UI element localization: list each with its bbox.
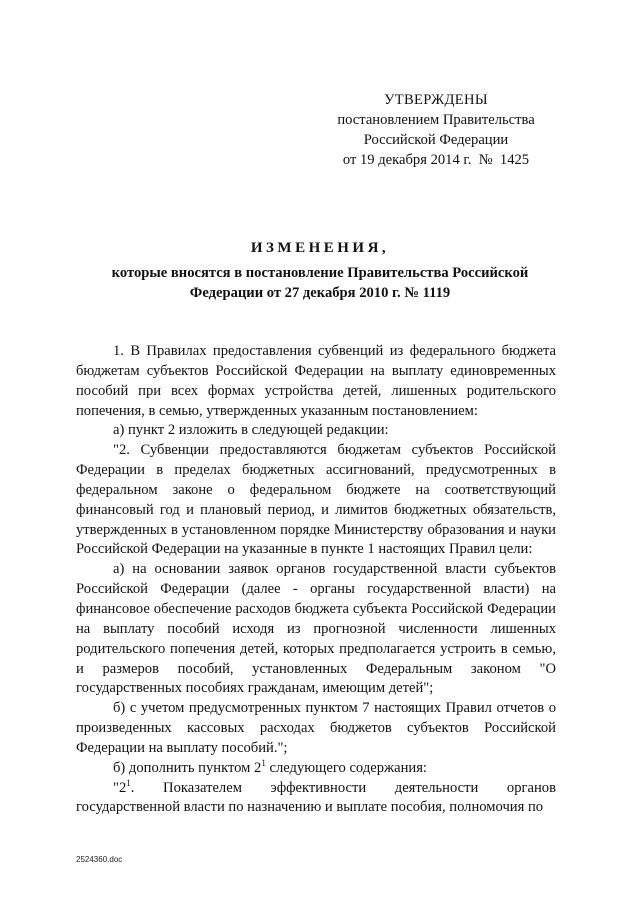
superscript: 1 xyxy=(126,777,131,788)
paragraph-1: 1. В Правилах предоставления субвенций из федерального бюджета бюджетам субъектов Российской Федерации на выплату единовременных пособий при всех формах устройства детей, лишенных родительского попечения, в семью, утвержденных указанным постановлением: xyxy=(76,343,556,419)
document-title: ИЗМЕНЕНИЯ, xyxy=(250,240,390,256)
superscript: 1 xyxy=(261,757,266,768)
approval-stamp xyxy=(318,90,554,170)
paragraph-2: а) пункт 2 изложить в следующей редакции: xyxy=(113,422,389,439)
subtitle-line-2: Федерации от 27 декабря 2010 г. № 1119 xyxy=(189,285,451,301)
paragraph-6 xyxy=(76,759,556,779)
approval-line-2: Российской Федерации xyxy=(363,132,509,148)
document-body xyxy=(76,342,556,818)
paragraph-7-text-end: . Показателем эффективности деятельности органов государственной власти по назначению и выплате пособия, полномочия по xyxy=(76,779,556,816)
paragraph-6-text-end: следующего содержания: xyxy=(265,759,427,776)
file-name-footer: 2524360.doc xyxy=(76,855,123,864)
paragraph-4: а) на основании заявок органов государственной власти субъектов Российской Федерации (далее - органы государственной власти) на финансовое обеспечение расходов бюджета субъекта Российской Федерации на выплату пособий исходя из прогнозной численности лишенных родительского попечения детей, которых предполагается устроить в семью, и размеров пособий, установленных Федеральным законом "О государственных пособиях гражданам, имеющим детей"; xyxy=(76,561,556,697)
document-subtitle xyxy=(60,263,580,303)
paragraph-7 xyxy=(76,779,556,819)
paragraph-6-text: б) дополнить пунктом 2 xyxy=(113,759,262,776)
paragraph-7-text: "2 xyxy=(113,779,127,796)
paragraph-5: б) с учетом предусмотренных пунктом 7 настоящих Правил отчетов о произведенных кассовых расходах бюджетов субъектов Российской Федерации на выплату пособий."; xyxy=(76,700,556,756)
approval-date-line: от 19 декабря 2014 г. № 1425 xyxy=(342,152,530,168)
approval-heading: УТВЕРЖДЕНЫ xyxy=(384,92,488,108)
paragraph-3: "2. Субвенции предоставляются бюджетам субъектов Российской Федерации в пределах бюджетных ассигнований, предусмотренных в федеральном законе о федеральном бюджете на соответствующий финансовый год и плановый период, и лимитов бюджетных обязательств, утвержденных в установленном порядке Министерству образования и науки Российской Федерации на указанные в пункте 1 настоящих Правил цели: xyxy=(76,442,556,558)
approval-line-1: постановлением Правительства xyxy=(337,112,535,128)
subtitle-line-1: которые вносятся в постановление Правительства Российской xyxy=(111,265,529,281)
